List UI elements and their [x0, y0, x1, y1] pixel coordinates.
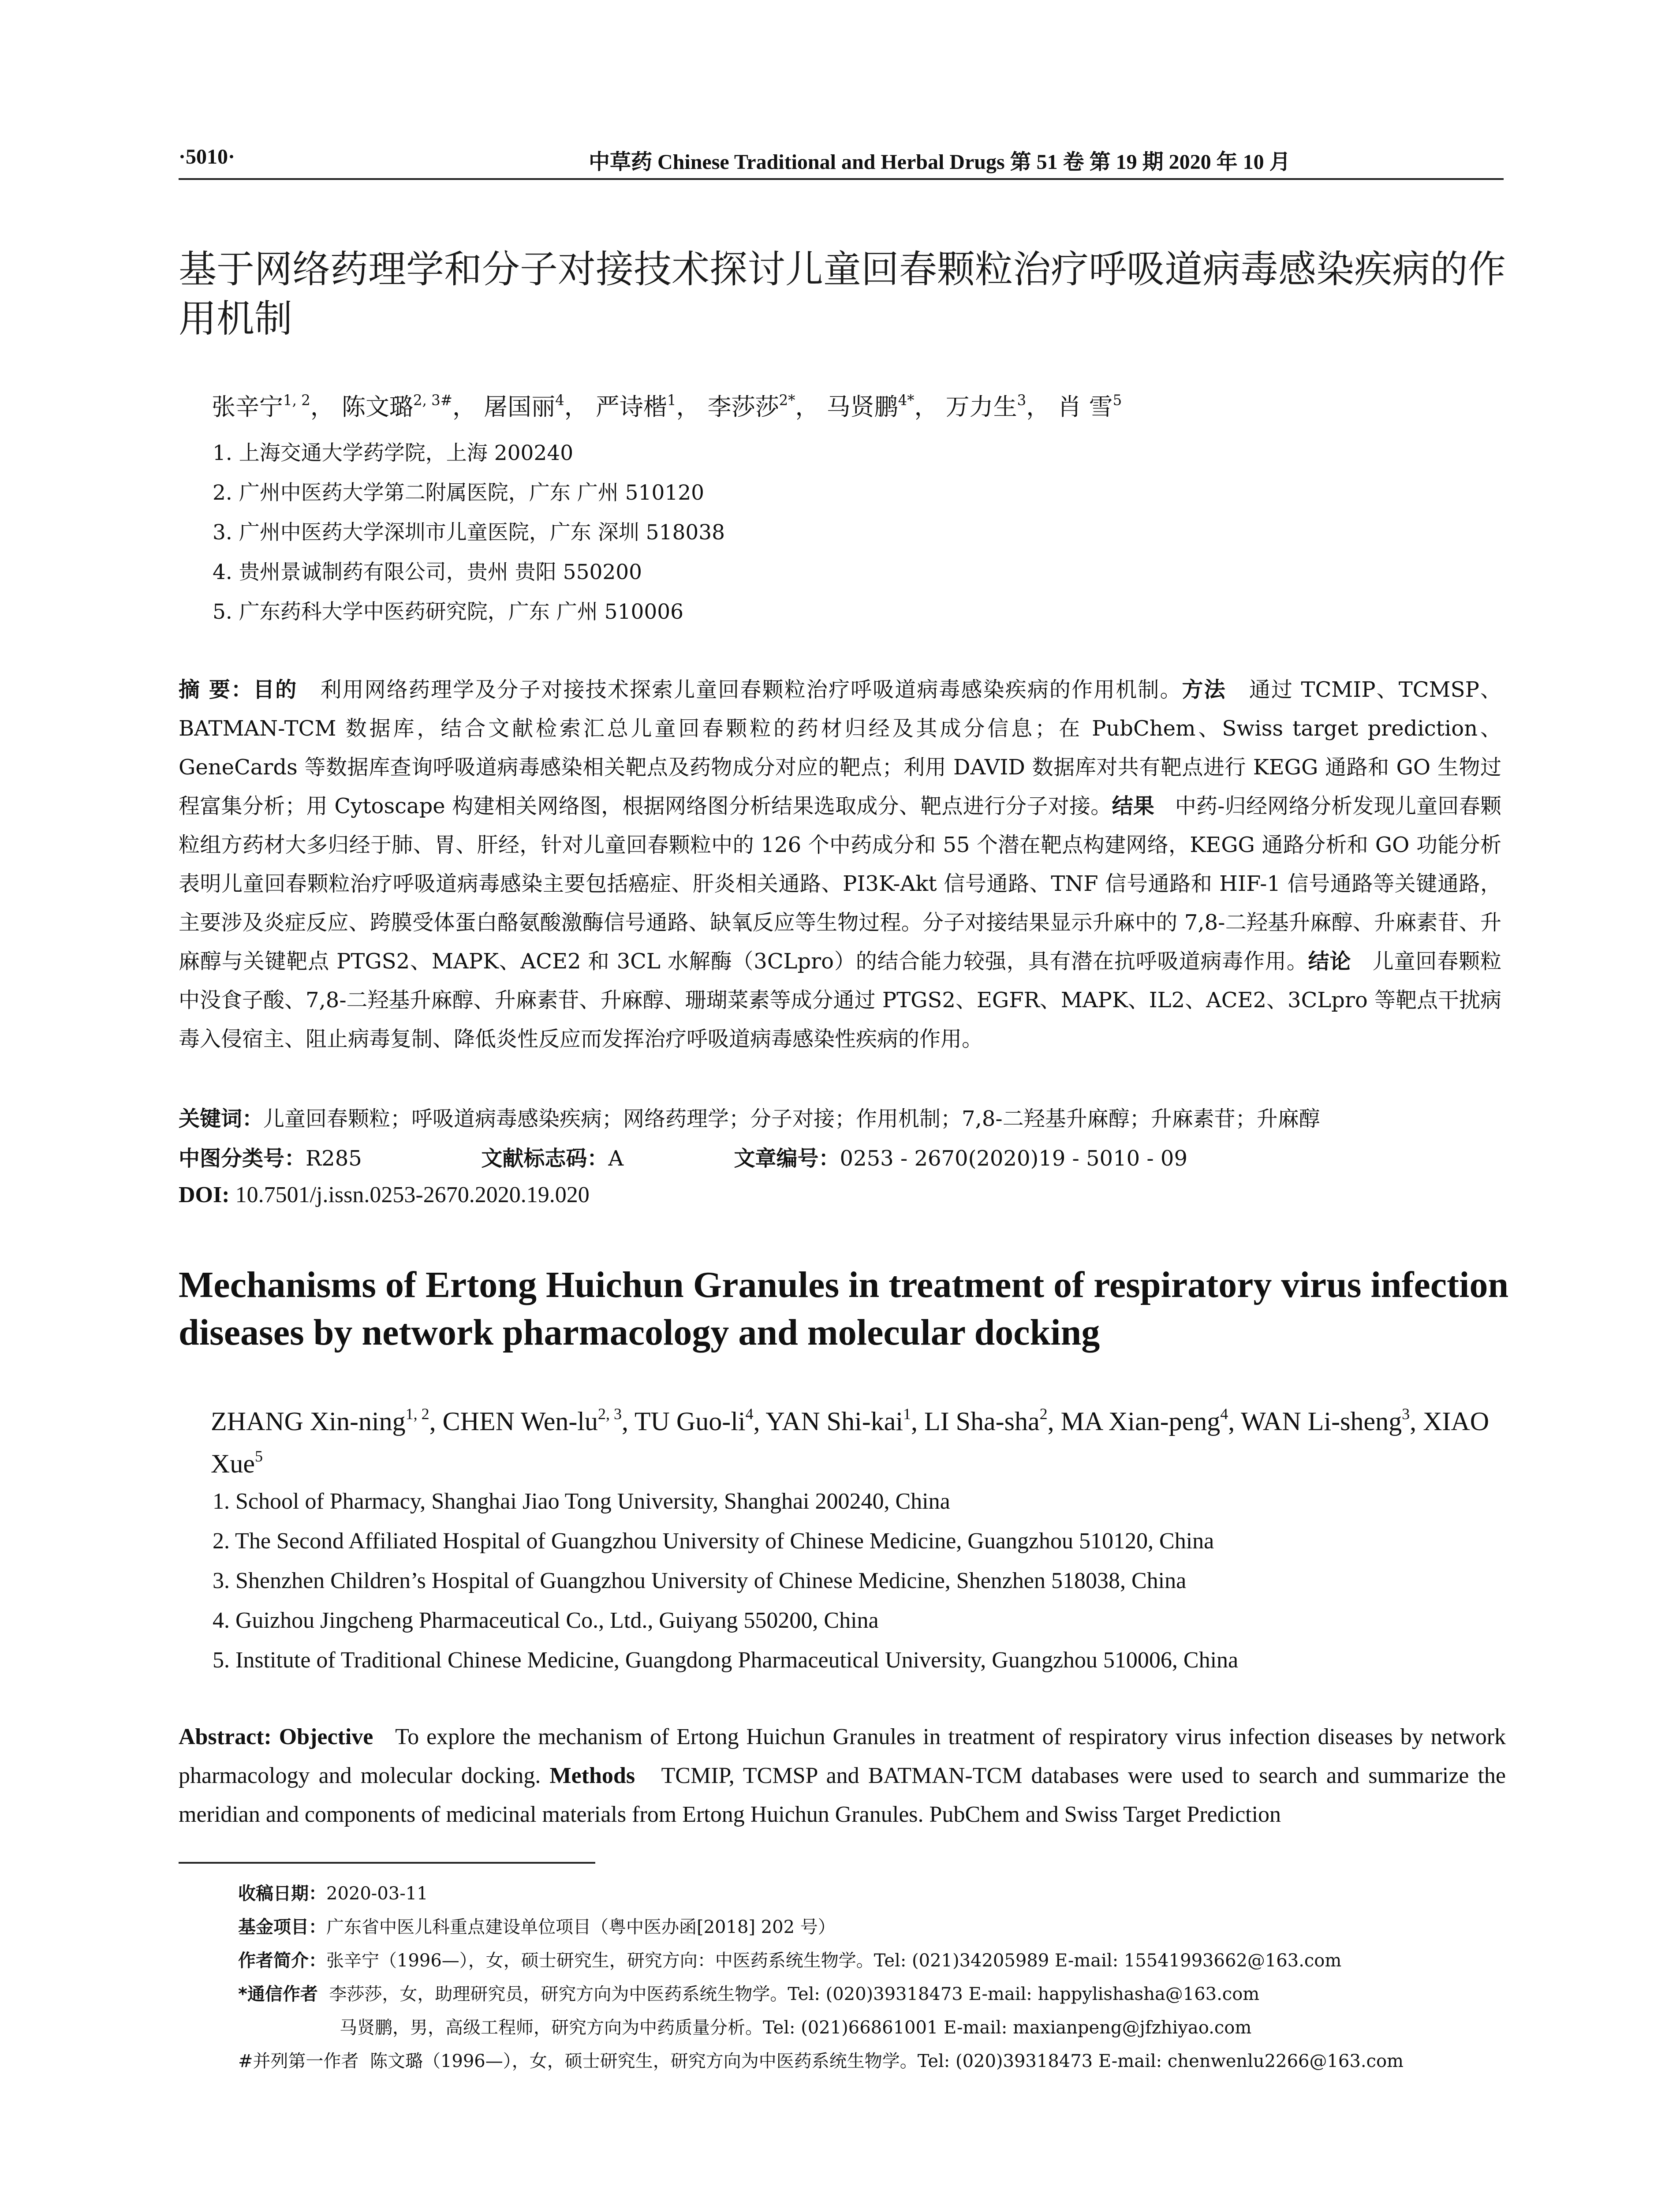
results-label: 结果 [1112, 794, 1155, 818]
doi-label: DOI: [179, 1182, 230, 1207]
affiliation-en: 1. School of Pharmacy, Shanghai Jiao Tong University, Shanghai 200240, China [213, 1489, 950, 1514]
methods-en-text: TCMIP, TCMSP and BATMAN-TCM databases were used to search and summarize the meridian and components of medicinal materials from Ertong Huichun Granules. PubChem and Swiss Target Prediction [179, 1763, 1506, 1827]
author-en: ZHANG Xin-ning$^{1, 2}$, [211, 1405, 443, 1436]
author-cn: 屠国丽$^4$， [484, 392, 588, 421]
methods-text: 通过 TCMIP、TCMSP、BATMAN-TCM 数据库，结合文献检索汇总儿童回春颗粒的药材归经及其成分信息；在 PubChem、Swiss target prediction、GeneCards 等数据库查询呼吸道病毒感染相关靶点及药物成分对应的靶点；利用 DAVID 数据库对共有靶点进行 KEGG 通路和 GO 生物过程富集分析；用 Cytoscape 构建相关网络图，根据网络图分析结果选取成分、靶点进行分子对接。 [179, 677, 1501, 818]
author-en: YAN Shi-kai$^1$, [765, 1405, 924, 1436]
keywords-label: 关键词： [179, 1106, 264, 1131]
clc-label: 中图分类号： [179, 1146, 306, 1171]
keywords-text: 儿童回春颗粒；呼吸道病毒感染疾病；网络药理学；分子对接；作用机制；7,8-二羟基升麻醇；升麻素苷；升麻醇 [263, 1106, 1320, 1131]
author-en: XIAO Xue$^5$ [211, 1407, 1490, 1478]
doi-link[interactable]: 10.7501/j.issn.0253-2670.2020.19.020 [235, 1182, 590, 1207]
affiliation-en: 2. The Second Affiliated Hospital of Guangzhou University of Chinese Medicine, Guangzhou 510120, China [213, 1529, 1214, 1554]
affiliation-cn: 1. 上海交通大学药学院，上海 200240 [213, 441, 574, 465]
authors-english [211, 1400, 1516, 1485]
author-en: CHEN Wen-lu$^{2, 3}$, [442, 1405, 635, 1436]
affiliation-en: 3. Shenzhen Children’s Hospital of Guangzhou University of Chinese Medicine, Shenzhen 518038, China [213, 1568, 1187, 1593]
author-cn: 张辛宁$^{1, 2}$， [212, 392, 334, 421]
header-rule [179, 178, 1504, 180]
running-header [179, 140, 1504, 179]
author-cn: 万力生$^3$， [945, 392, 1050, 421]
affiliation-en: 5. Institute of Traditional Chinese Medicine, Guangdong Pharmaceutical University, Guangzhou 510006, China [213, 1648, 1239, 1673]
article-no-label: 文章编号： [734, 1146, 840, 1171]
footnote-received: 收稿日期：2020-03-11 [238, 1884, 428, 1904]
methods-label: 方法 [1182, 677, 1226, 702]
affiliation-en: 4. Guizhou Jingcheng Pharmaceutical Co., Ltd., Guiyang 550200, China [213, 1608, 879, 1633]
footnote-cofirst: #并列第一作者 陈文璐（1996—），女，硕士研究生，研究方向为中医药系统生物学。Tel: (020)39318473 E-mail: chenwenlu2266@163.com [238, 2051, 1404, 2071]
methods-en-label: Methods [549, 1763, 635, 1788]
objective-text: 利用网络药理学及分子对接技术探索儿童回春颗粒治疗呼吸道病毒感染疾病的作用机制。 [320, 677, 1182, 702]
author-en: LI Sha-sha$^2$, [924, 1405, 1061, 1436]
clc-value: R285 [306, 1146, 362, 1171]
authors-chinese [212, 388, 1122, 422]
affiliation-cn: 3. 广州中医药大学深圳市儿童医院，广东 深圳 518038 [213, 520, 725, 545]
doc-code-value: A [608, 1146, 623, 1171]
author-cn: 李莎莎$^{2*}$， [707, 392, 819, 421]
keywords-cn [179, 1102, 1501, 1132]
doi-line [179, 1182, 590, 1208]
affiliation-cn: 5. 广东药科大学中医药研究院，广东 广州 510006 [213, 600, 684, 624]
author-cn: 陈文璐$^{2, 3\#}$， [341, 392, 476, 421]
results-text: 中药-归经网络分析发现儿童回春颗粒组方药材大多归经于肺、胃、肝经，针对儿童回春颗粒中的 126 个中药成分和 55 个潜在靶点构建网络，KEGG 通路分析和 GO 功能分析表明儿童回春颗粒治疗呼吸道病毒感染主要包括癌症、肝炎相关通路、PI3K-Akt 信号通路、TNF 信号通路和 HIF-1 信号通路等关键通路，主要涉及炎症反应、跨膜受体蛋白酪氨酸激酶信号通路、缺氧反应等生物过程。分子对接结果显示升麻中的 7,8-二羟基升麻醇、升麻素苷、升麻醇与关键靶点 PTGS2、MAPK、ACE2 和 3CL 水解酶（3CLpro）的结合能力较强，具有潜在抗呼吸道病毒作用。 [179, 794, 1501, 974]
abstract-label: 摘 要： [179, 677, 254, 702]
conclusion-text: 儿童回春颗粒中没食子酸、7,8-二羟基升麻醇、升麻素苷、升麻醇、珊瑚菜素等成分通过 PTGS2、EGFR、MAPK、IL2、ACE2、3CLpro 等靶点干扰病毒入侵宿主、阻止病毒复制、降低炎性反应而发挥治疗呼吸道病毒感染性疾病的作用。 [179, 949, 1502, 1051]
author-en: MA Xian-peng$^4$, [1060, 1405, 1241, 1436]
author-cn: 马贤鹏$^{4*}$， [826, 392, 938, 421]
objective-label: 目的 [253, 677, 298, 702]
abstract-chinese [179, 670, 1501, 1058]
author-cn: 严诗楷$^1$， [595, 392, 700, 421]
classification-line [179, 1141, 1187, 1172]
footnote-funding: 基金项目：广东省中医儿科重点建设单位项目（粤中医办函[2018] 202 号） [238, 1917, 836, 1937]
abstract-en-label: Abstract: Objective [179, 1724, 373, 1749]
objective-en-text: To explore the mechanism of Ertong Huichun Granules in treatment of respiratory virus infection diseases by network pharmacology and molecular docking. [179, 1724, 1506, 1788]
abstract-english [179, 1718, 1506, 1834]
conclusion-label: 结论 [1308, 949, 1351, 974]
journal-info: 中草药 Chinese Traditional and Herbal Drugs 第 51 卷 第 19 期 2020 年 10 月 [589, 150, 1291, 174]
affiliation-cn: 2. 广州中医药大学第二附属医院，广东 广州 510120 [213, 481, 705, 505]
author-cn: 肖 雪$^5$ [1057, 392, 1122, 421]
affiliation-cn: 4. 贵州景诚制药有限公司，贵州 贵阳 550200 [213, 560, 642, 584]
article-no-value: 0253 - 2670(2020)19 - 5010 - 09 [840, 1146, 1187, 1171]
title-english: Mechanisms of Ertong Huichun Granules in treatment of respiratory virus infection diseases by network pharmacology and molecular docking [179, 1264, 1509, 1353]
author-en: TU Guo-$li^4$, [634, 1405, 766, 1436]
author-en: WAN Li-sheng$^3$, [1241, 1405, 1423, 1436]
title-chinese: 基于网络药理学和分子对接技术探讨儿童回春颗粒治疗呼吸道病毒感染疾病的作用机制 [179, 247, 1506, 341]
footnote-corresponding-2: 马贤鹏，男，高级工程师，研究方向为中药质量分析。Tel: (021)66861001 E-mail: maxianpeng@jfzhiyao.com [340, 2018, 1252, 2038]
footnote-rule [179, 1862, 595, 1864]
page-number: ·5010· [179, 145, 235, 168]
footnote-author-bio: 作者简介：张辛宁（1996—），女，硕士研究生，研究方向：中医药系统生物学。Tel: (021)34205989 E-mail: 15541993662@163.com [238, 1951, 1342, 1971]
footnote-corresponding: *通信作者 李莎莎，女，助理研究员，研究方向为中医药系统生物学。Tel: (020)39318473 E-mail: happylishasha@163.com [238, 1984, 1260, 2004]
doc-code-label: 文献标志码： [481, 1146, 609, 1171]
